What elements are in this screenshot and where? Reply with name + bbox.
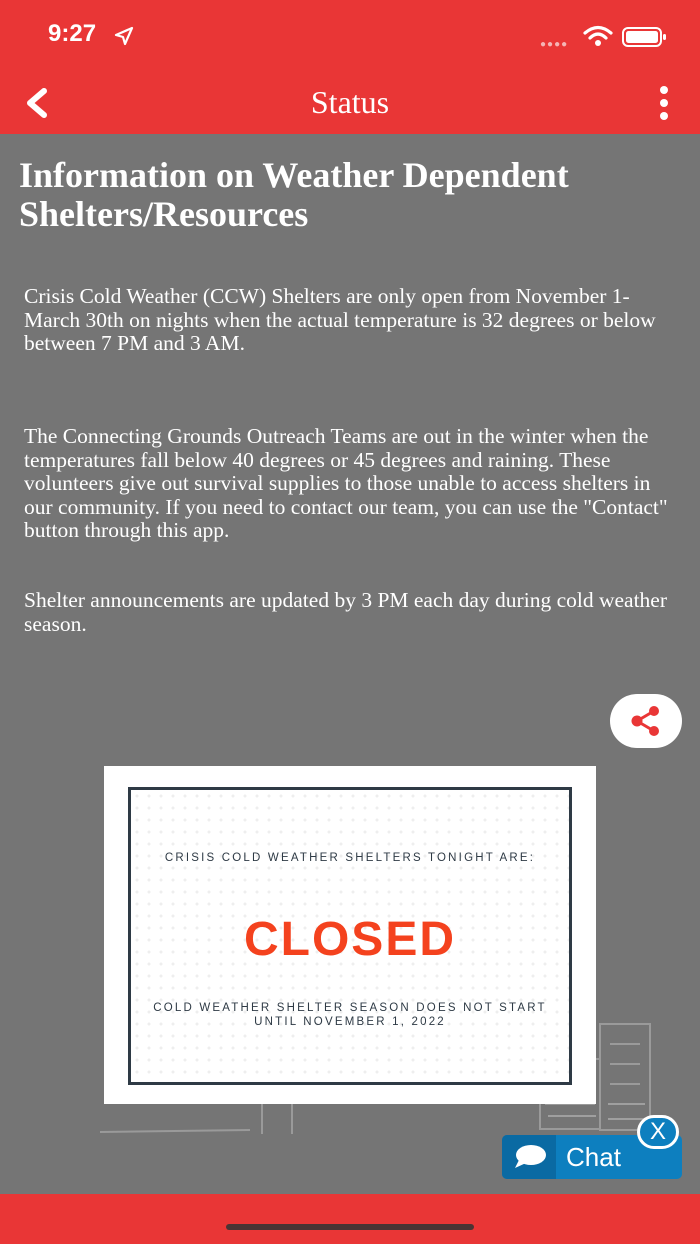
wifi-icon: [583, 25, 613, 47]
chat-close-button[interactable]: X: [637, 1115, 679, 1149]
status-time: 9:27: [48, 20, 97, 47]
more-options-icon[interactable]: [650, 86, 678, 120]
paragraph-outreach-teams: The Connecting Grounds Outreach Teams are out in the winter when the temperatures fall below 40 degrees or 45 degrees and raining. These volunteers give out survival supplies to those unable to access shelters in our community. If you need to contact our team, you can use the "Contact" button through this app.: [24, 424, 668, 542]
shelter-status-card: [104, 766, 596, 1104]
chat-bubble-icon: [513, 1144, 547, 1170]
battery-icon: [622, 27, 668, 47]
shelter-status-closed: CLOSED: [243, 913, 456, 966]
paragraph-announcements: Shelter announcements are updated by 3 PM each day during cold weather season.: [24, 588, 667, 636]
page-title: Status: [310, 84, 390, 120]
chat-label: Chat: [566, 1142, 621, 1172]
card-season-note: COLD WEATHER SHELTER SEASON DOES NOT START UNTIL NOVEMBER 1, 2022: [153, 1002, 547, 1028]
home-indicator[interactable]: [226, 1224, 474, 1230]
card-frame: [128, 787, 572, 1085]
paragraph-ccw-shelters: Crisis Cold Weather (CCW) Shelters are only open from November 1-March 30th on nights when the actual temperature is 32 degrees or below between 7 PM and 3 AM.: [24, 284, 656, 355]
status-bar: [0, 0, 700, 72]
share-button[interactable]: [610, 694, 682, 748]
chat-icon-container: [502, 1135, 556, 1179]
share-icon: [629, 704, 663, 738]
card-heading-text: CRISIS COLD WEATHER SHELTERS TONIGHT ARE:: [164, 852, 536, 864]
content-area[interactable]: [0, 134, 700, 1194]
nav-bar: [0, 72, 700, 134]
section-heading: Information on Weather Dependent Shelters/Resources: [19, 155, 569, 234]
bottom-bar: [0, 1194, 700, 1244]
signal-dots-icon: ●●●●: [540, 39, 569, 50]
location-arrow-icon: [114, 26, 134, 46]
